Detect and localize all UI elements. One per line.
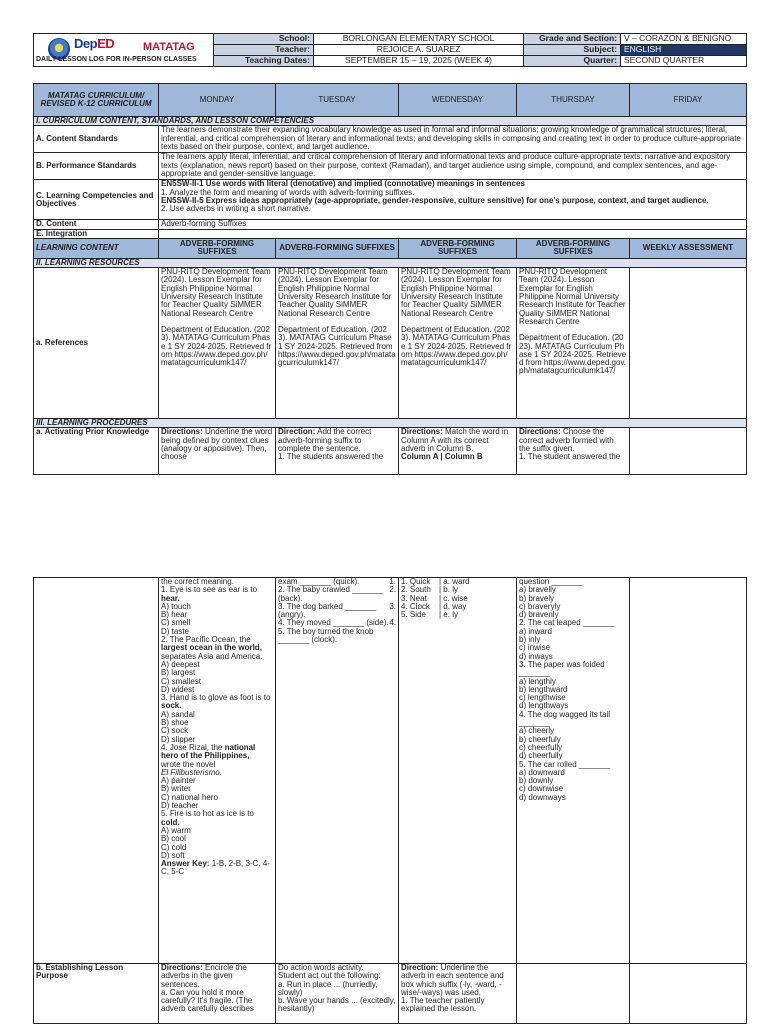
competencies-cell: [159, 180, 747, 220]
competency-1: EN5SW-II-1 Use words with literal (denotative) and implied (connotative) meanings in sentences: [161, 179, 525, 189]
references-mon: PNU-RITQ Development Team (2024). Lesson Exemplar for English Philippine Normal University Research Institute for Teacher Quality SiMMER National Research Centre Department of Education. (2023). MATATAG Curriculum Phase 1 SY 2024-2025. Retrieved from https://www.deped.gov.ph/matatagcurriculumk147/: [159, 268, 276, 419]
col-friday: FRIDAY: [630, 84, 747, 117]
activating-cont-mon: the correct meaning. 1. Eye is to see as ear is to hear. A) touch B) hear C) smell D) taste 2. The Pacific Ocean, the largest ocean in the world, separates Asia and America. A) deepest B) largest C) smallest D) widest 3. Hand is to glove as foot is to sock. A) sandal B) shoe C) sock D) slipper 4. Jose Rizal, the national hero of the Philippines, wrote the novel El Filibusterismo. A) painter B) writer C) national hero D) teacher 5. Fire is to hot as ice is to cold. A) warm B) cool C) cold D) soft Answer Key: 1-B, 2-B, 3-C, 4-C, 5-C: [159, 578, 276, 964]
competency-2: EN5SW-II-5 Express ideas appropriately (age-appropriate, gender-responsive, culture sensitive) for one's purpose, context, and target audience.: [161, 195, 709, 205]
establishing-label: b. Establishing Lesson Purpose: [34, 964, 159, 1024]
e-integration-label: E. Integration: [34, 229, 159, 238]
content-standards-label: A. Content Standards: [34, 126, 159, 153]
activating-cont-thu: question _______ a) bravelly b) bravely c) braveryly d) bravenly 2. The cat leaped _______ a) inward b) inly c) inwise d) inways 3. The paper was folded _______ a) lengthly b) lengthward c) lengthwise d) lengthways 4. The dog wagged its tail _______ a) cheerly b) cheerfuly c) cheerfully d) cheerfully 5. The car rolled _______ a) downward b) downly c) downwise d) downways: [517, 578, 630, 964]
competencies-label: C. Learning Competencies and Objectives: [34, 180, 159, 220]
deped-logo: DepED: [74, 36, 115, 51]
establishing-thu: [517, 964, 630, 1024]
learning-content-thu: ADVERB-FORMING SUFFIXES: [517, 238, 630, 258]
subject-value: ENGLISH: [621, 45, 747, 56]
activating-thu: Directions: Choose the correct adverb formed with the suffix given. 1. The student answered the: [517, 428, 630, 475]
activating-wed: Directions: Match the word in Column A with its correct adverb in Column B. Column A | Column B: [399, 428, 517, 475]
activating-cont-fri: [630, 578, 747, 964]
d-content-label: D. Content: [34, 220, 159, 229]
matatag-logo: MATATAG: [143, 41, 195, 53]
references-fri: [630, 268, 747, 419]
logo-cell: [34, 34, 214, 67]
activating-label: a. Activating Prior Knowledge: [34, 428, 159, 475]
references-tue: PNU-RITQ Development Team (2024). Lesson Exemplar for English Philippine Normal University Research Institute for Teacher Quality SiMMER National Research Centre Department of Education. (2023). MATATAG Curriculum Phase 1 SY 2024-2025. Retrieved from https://www.deped.gov.ph/matatagcurriculumk147/: [276, 268, 399, 419]
activating-cont-label: [34, 578, 159, 964]
learning-content-tue: ADVERB-FORMING SUFFIXES: [276, 238, 399, 258]
header-table: [33, 33, 747, 67]
dll-page-2: [33, 577, 746, 1024]
grade-label: Grade and Section:: [524, 34, 621, 45]
e-integration-text: [159, 229, 747, 238]
dates-value: SEPTEMBER 15 – 19, 2025 (WEEK 4): [314, 56, 524, 67]
content-standards-text: The learners demonstrate their expanding vocabulary knowledge as used in formal and informal situations; growing knowledge of grammatical structures; literal, inferential, and critical comprehension of literary and informational texts; and developing skills in composing and creating text in order to produce culture-appropriate texts based on their purpose, context, and target audience.: [159, 126, 747, 153]
col-wednesday: WEDNESDAY: [399, 84, 517, 117]
logo-area: [34, 34, 213, 65]
curriculum-header: MATATAG CURRICULUM/ REVISED K-12 CURRICULUM: [34, 84, 159, 117]
col-thursday: THURSDAY: [517, 84, 630, 117]
objective-1: 1. Analyze the form and meaning of words with adverb-forming suffixes.: [161, 187, 415, 197]
activating-tue: Direction: Add the correct adverb-forming suffix to complete the sentence. 1. The students answered the: [276, 428, 399, 475]
subject-label: Subject:: [524, 45, 621, 56]
section-procedures: III. LEARNING PROCEDURES: [34, 419, 747, 428]
performance-standards-label: B. Performance Standards: [34, 153, 159, 180]
objective-2: 2. Use adverbs in writing a short narrative.: [161, 204, 311, 214]
dll-page-1: [33, 33, 746, 475]
establishing-mon: Directions: Encircle the adverbs in the given sentences. a. Can you hold it more carefully? It's fragile. (The adverb carefully describes: [159, 964, 276, 1024]
log-title: DAILY LESSON LOG FOR IN-PERSON CLASSES: [36, 56, 197, 63]
references-wed: PNU-RITQ Development Team (2024). Lesson Exemplar for English Philippine Normal University Research Institute for Teacher Quality SiMMER National Research Centre Department of Education. (2023). MATATAG Curriculum Phase 1 SY 2024-2025. Retrieved from https://www.deped.gov.ph/matatagcurriculumk147/: [399, 268, 517, 419]
establishing-wed: Direction: Underline the adverb in each sentence and box which suffix (-ly, -ward, -wise/-ways) was used. 1. The teacher patiently explained the lesson.: [399, 964, 517, 1024]
quarter-value: SECOND QUARTER: [621, 56, 747, 67]
teacher-value: REJOICE A. SUAREZ: [314, 45, 524, 56]
learning-content-fri: WEEKLY ASSESSMENT: [630, 238, 747, 258]
col-monday: MONDAY: [159, 84, 276, 117]
activating-cont-wed: 1. Quick | a. ward 2. South | b. ly 3. Neat | c. wise 4. Clock | d. way 5. Side | e. ly: [399, 578, 517, 964]
activating-fri: [630, 428, 747, 475]
grade-value: V – CORAZON & BENIGNO: [621, 34, 747, 45]
d-content-text: Adverb-forming Suffixes: [159, 220, 747, 229]
section-resources: II. LEARNING RESOURCES: [34, 258, 747, 267]
learning-content-mon: ADVERB-FORMING SUFFIXES: [159, 238, 276, 258]
establishing-fri: [630, 964, 747, 1024]
lesson-log-table: [33, 83, 747, 475]
activating-mon: Directions: Underline the word being defined by context clues (analogy or appositive). Then, choose: [159, 428, 276, 475]
quarter-label: Quarter:: [524, 56, 621, 67]
references-label: a. References: [34, 268, 159, 419]
school-value: BORLONGAN ELEMENTARY SCHOOL: [314, 34, 524, 45]
section-curriculum: I. CURRICULUM CONTENT, STANDARDS, AND LESSON COMPETENCIES: [34, 117, 747, 126]
learning-content-label: LEARNING CONTENT: [34, 238, 159, 258]
lesson-log-table-cont: [33, 577, 747, 1024]
teacher-label: Teacher:: [214, 45, 314, 56]
performance-standards-text: The learners apply literal, inferential, and critical comprehension of literary and informational texts and produce culture-appropriate texts: narrative and expository texts (explanation, news report) based on their purpose, context (Ramadan), and target audience using simple, compound, and complex sentences, and age-appropriate and gender-sensitive language.: [159, 153, 747, 180]
dates-label: Teaching Dates:: [214, 56, 314, 67]
references-thu: PNU-RITQ Development Team (2024). Lesson Exemplar for English Philippine Normal University Research Institute for Teacher Quality SiMMER National Research Centre Department of Education. (2023). MATATAG Curriculum Phase 1 SY 2024-2025. Retrieved from https://www.deped.gov.ph/matatagcurriculumk147/: [517, 268, 630, 419]
school-label: School:: [214, 34, 314, 45]
activating-cont-tue: exam _______ (quick). 1. 2. The baby crawled _______ (back). 2. 3. The dog barked _______ (angry). 3. 4. They moved _______ (side). 4. 5. The boy turned the knob _______ (clock).: [276, 578, 399, 964]
learning-content-wed: ADVERB-FORMING SUFFIXES: [399, 238, 517, 258]
establishing-tue: Do action words activity. Student act out the following: a. Run in place ... (hurriedly, slowly) b. Wave your hands ... (excitedly, hesitantly): [276, 964, 399, 1024]
col-tuesday: TUESDAY: [276, 84, 399, 117]
